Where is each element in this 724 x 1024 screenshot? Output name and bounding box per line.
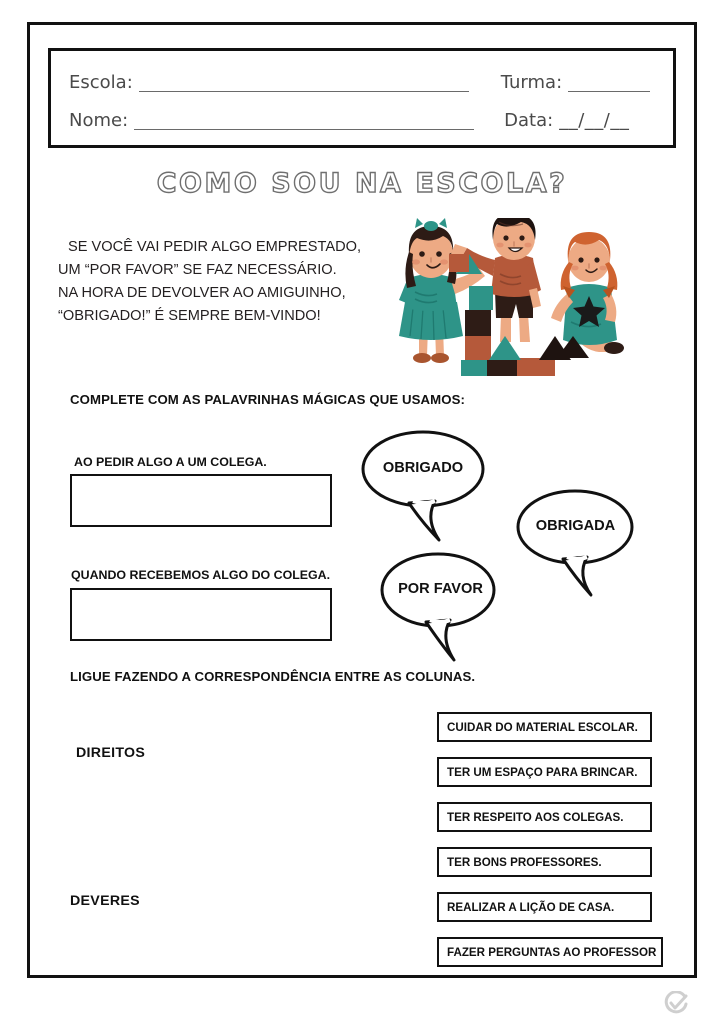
speech-bubble-por-favor xyxy=(378,550,503,665)
match-item-2[interactable]: TER UM ESPAÇO PARA BRINCAR. xyxy=(437,757,652,787)
match-item-4[interactable]: TER BONS PROFESSORES. xyxy=(437,847,652,877)
bubble-label-obrigada: OBRIGADA xyxy=(535,518,616,534)
turma-input-line[interactable] xyxy=(568,91,650,92)
intro-line-1: SE VOCÊ VAI PEDIR ALGO EMPRESTADO, xyxy=(68,239,362,255)
speech-bubble-obrigado xyxy=(357,427,489,547)
data-input-line[interactable]: __/__/__ xyxy=(559,109,630,131)
match-item-6[interactable]: FAZER PERGUNTAS AO PROFESSOR xyxy=(437,937,663,967)
column-label-deveres[interactable]: DEVERES xyxy=(70,893,140,909)
data-label: Data: xyxy=(504,109,554,131)
header-row-nome-data xyxy=(51,103,673,137)
page-title: COMO SOU NA ESCOLA? xyxy=(156,168,568,199)
match-item-3[interactable]: TER RESPEITO AOS COLEGAS. xyxy=(437,802,652,832)
turma-label: Turma: xyxy=(500,71,563,93)
match-item-5[interactable]: REALIZAR A LIÇÃO DE CASA. xyxy=(437,892,652,922)
intro-paragraph xyxy=(58,236,388,328)
girl-right-figure xyxy=(551,232,624,354)
intro-line-4: “OBRIGADO!” É SEMPRE BEM-VINDO! xyxy=(58,308,321,324)
speech-bubble-obrigada xyxy=(513,487,638,602)
nome-label: Nome: xyxy=(69,109,129,131)
prompt-quando-recebemos: QUANDO RECEBEMOS ALGO DO COLEGA. xyxy=(71,568,331,582)
intro-line-3: NA HORA DE DEVOLVER AO AMIGUINHO, xyxy=(58,285,346,301)
column-label-direitos[interactable]: DIREITOS xyxy=(76,745,146,761)
instruction-complete: COMPLETE COM AS PALAVRINHAS MÁGICAS QUE USAMOS: xyxy=(70,392,465,407)
escola-label: Escola: xyxy=(69,71,133,93)
intro-line-2: UM “POR FAVOR” SE FAZ NECESSÁRIO. xyxy=(58,262,337,278)
bubble-label-obrigado: OBRIGADO xyxy=(382,460,464,476)
children-playing-blocks-illustration xyxy=(383,218,641,376)
bubble-label-por-favor: POR FAVOR xyxy=(398,581,483,597)
prompt-ao-pedir: AO PEDIR ALGO A UM COLEGA. xyxy=(74,455,267,469)
check-circle-logo xyxy=(663,991,689,1017)
instruction-ligue: LIGUE FAZENDO A CORRESPONDÊNCIA ENTRE AS COLUNAS. xyxy=(70,669,476,684)
student-identification-box xyxy=(48,48,676,148)
nome-input-line[interactable] xyxy=(134,129,474,130)
answer-box-quando-recebemos[interactable] xyxy=(70,588,332,641)
escola-input-line[interactable] xyxy=(139,91,469,92)
answer-box-ao-pedir[interactable] xyxy=(70,474,332,527)
header-row-escola-turma xyxy=(51,65,673,99)
match-item-1[interactable]: CUIDAR DO MATERIAL ESCOLAR. xyxy=(437,712,652,742)
